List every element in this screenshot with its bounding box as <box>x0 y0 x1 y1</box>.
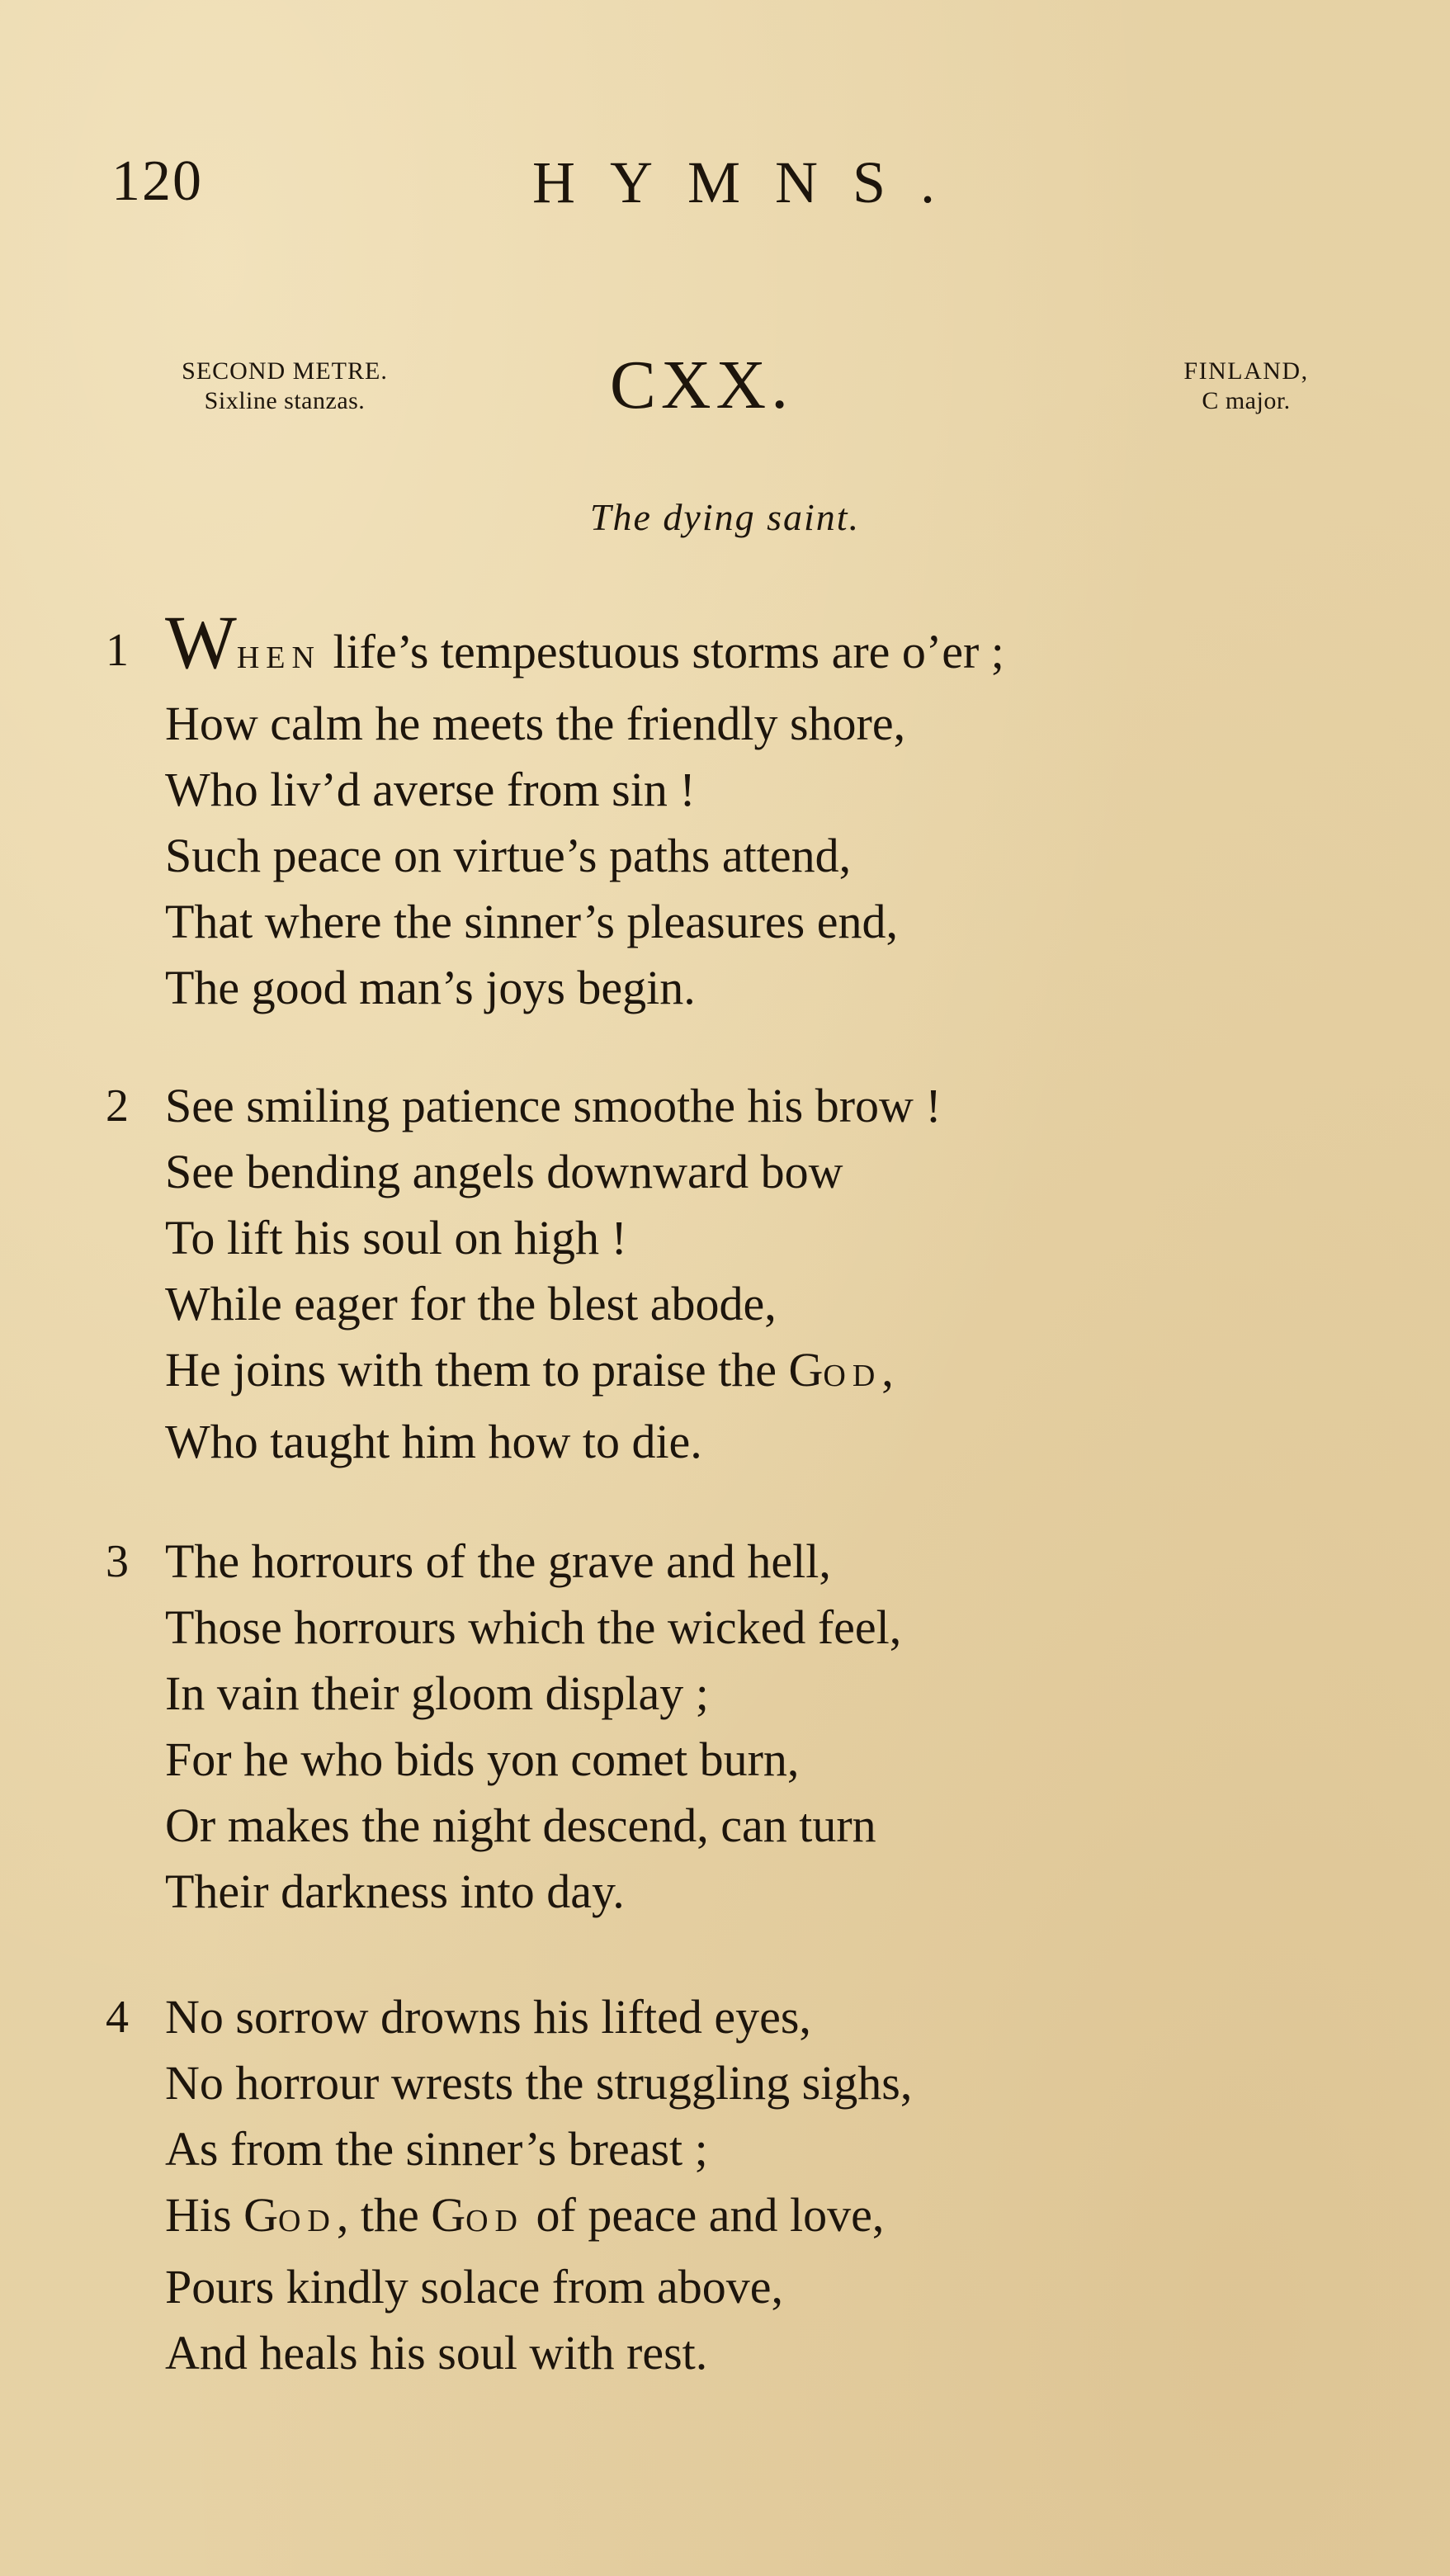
tune-key: C major. <box>1202 387 1291 414</box>
verse-line: The horrours of the grave and hell, <box>165 1534 831 1588</box>
verse-line <box>165 1337 1362 1409</box>
hymn-number: CXX. <box>609 347 794 423</box>
stanza-number: 1 <box>106 625 129 676</box>
stanza-number: 2 <box>106 1080 129 1132</box>
god-initial: G <box>243 2188 278 2242</box>
verse-line: That where the sinner’s pleasures end, <box>165 895 898 948</box>
small-caps-text: OD <box>823 1359 882 1393</box>
verse-line: For he who bids yon comet burn, <box>165 1732 800 1786</box>
verse-line: See bending angels downward bow <box>165 1145 843 1198</box>
book-title: HYMNS. <box>532 149 971 215</box>
verse-line <box>165 2182 1362 2254</box>
verse-text: His <box>165 2188 244 2242</box>
verse-line: Who liv’d averse from sin ! <box>165 763 696 816</box>
stanza-lines <box>165 1984 1362 2386</box>
god-initial: G <box>788 1343 824 1397</box>
hymn-subtitle: The dying saint. <box>589 496 861 538</box>
running-head <box>111 149 971 239</box>
verse-line: As from the sinner’s breast ; <box>165 2122 708 2176</box>
small-caps-text: OD <box>465 2204 524 2238</box>
verse-text: He joins with them to praise the <box>165 1343 789 1397</box>
verse-line: Pours kindly solace from above, <box>165 2260 784 2314</box>
verse-line: In vain their gloom display ; <box>165 1666 709 1720</box>
tune-name: FINLAND, <box>1183 357 1309 385</box>
stanza-lines <box>165 1073 1362 1475</box>
verse-line: To lift his soul on high ! <box>165 1211 627 1264</box>
small-caps-text: HEN <box>236 640 321 675</box>
verse-text: , the <box>336 2188 432 2242</box>
verse-text: life’s tempestuous storms are o’er ; <box>320 625 1004 678</box>
verse-line: No horrour wrests the struggling sighs, <box>165 2056 913 2110</box>
stanza-form-label: Sixline stanzas. <box>204 387 366 414</box>
verse-line: Their darkness into day. <box>165 1865 625 1918</box>
verse-line: While eager for the blest abode, <box>165 1277 777 1331</box>
verse-line: See smiling patience smoothe his brow ! <box>165 1079 942 1132</box>
verse-line: Such peace on virtue’s paths attend, <box>165 829 852 882</box>
verse-line: No sorrow drowns his lifted eyes, <box>165 1990 811 2044</box>
verse-text: , <box>881 1343 894 1397</box>
small-caps-text: OD <box>277 2204 337 2238</box>
verse-line: Or makes the night descend, can turn <box>165 1798 876 1852</box>
stanza-lines <box>165 600 1362 1021</box>
metre-info <box>136 357 433 416</box>
stanza-number: 4 <box>106 1992 129 2043</box>
drop-cap: W <box>165 600 237 684</box>
verse-line <box>165 600 1362 691</box>
page-number: 120 <box>111 149 203 213</box>
verse-line: How calm he meets the friendly shore, <box>165 697 906 750</box>
verse-line: Those horrours which the wicked feel, <box>165 1600 902 1654</box>
god-initial: G <box>431 2188 466 2242</box>
verse-text: of peace and love, <box>524 2188 885 2242</box>
metre-label: SECOND METRE. <box>182 357 388 385</box>
verse-line: Who taught him how to die. <box>165 1415 702 1468</box>
tune-info <box>1139 357 1353 416</box>
verse-line: The good man’s joys begin. <box>165 961 696 1014</box>
verse-line: And heals his soul with rest. <box>165 2326 708 2380</box>
stanza-lines <box>165 1529 1362 1925</box>
stanza-number: 3 <box>106 1536 129 1587</box>
